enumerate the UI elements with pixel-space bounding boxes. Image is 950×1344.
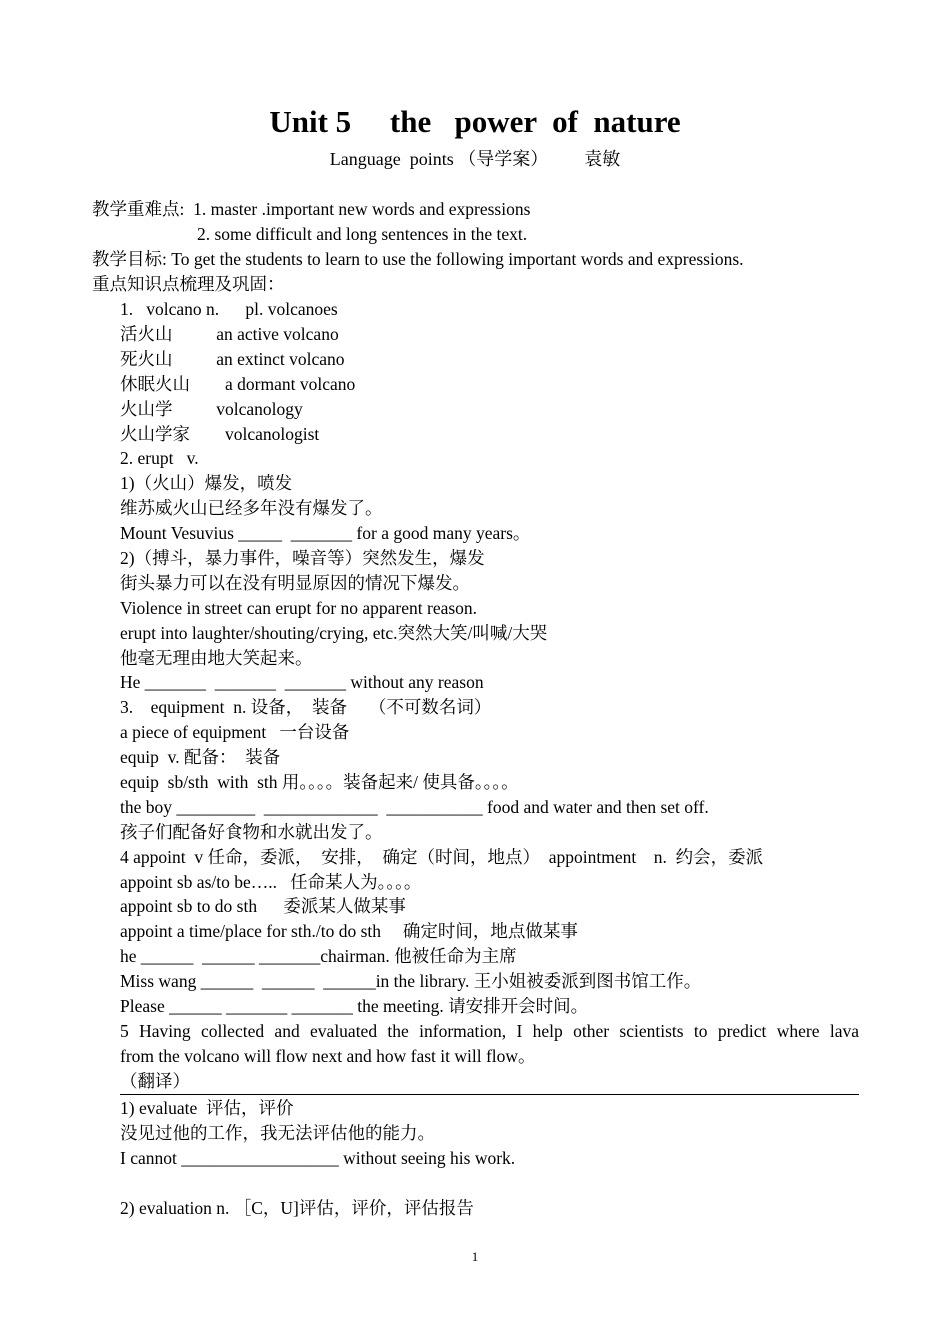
text-line: （翻译） bbox=[120, 1071, 190, 1091]
text-line: He _______ _______ _______ without any reason bbox=[120, 672, 484, 692]
text-line: from the volcano will flow next and how fast it will flow。 bbox=[120, 1046, 536, 1066]
text-line: appoint a time/place for sth./to do sth 确定时间，地点做某事 bbox=[120, 921, 578, 941]
text-line: 孩子们配备好食物和水就出发了。 bbox=[120, 822, 383, 842]
text-line: 他毫无理由地大笑起来。 bbox=[120, 648, 313, 668]
page-number: 1 bbox=[471, 1249, 479, 1264]
text-line: he ______ ______ _______chairman. 他被任命为主席 bbox=[120, 946, 517, 966]
text-line: 维苏威火山已经多年没有爆发了。 bbox=[120, 498, 383, 518]
text-line: 2)（搏斗，暴力事件，噪音等）突然发生，爆发 bbox=[120, 548, 485, 568]
text-line: 重点知识点梳理及巩固： bbox=[92, 274, 285, 294]
text-line: 1. volcano n. pl. volcanoes bbox=[120, 299, 338, 319]
text-line: erupt into laughter/shouting/crying, etc.突然大笑/叫喊/大哭 bbox=[120, 623, 548, 643]
text-line: Violence in street can erupt for no apparent reason. bbox=[120, 598, 478, 618]
text-line: 4 appoint v 任命，委派， 安排， 确定（时间，地点） appointment n. 约会，委派 bbox=[120, 847, 764, 867]
text-line: I cannot __________________ without seeing his work. bbox=[120, 1148, 516, 1168]
text-line: 2. erupt v. bbox=[120, 448, 199, 468]
text-line: 休眠火山 a dormant volcano bbox=[120, 374, 356, 394]
document-subtitle: Language points （导学案） 袁敏 bbox=[329, 149, 621, 169]
text-line: Mount Vesuvius _____ _______ for a good many years。 bbox=[120, 523, 531, 543]
text-line: 3. equipment n. 设备， 装备 （不可数名词） bbox=[120, 697, 492, 717]
text-line: 没见过他的工作，我无法评估他的能力。 bbox=[120, 1123, 435, 1143]
text-line: equip sb/sth with sth 用。。。。装备起来/ 使具备。。。。 bbox=[120, 772, 519, 792]
text-line: 死火山 an extinct volcano bbox=[120, 349, 345, 369]
text-line: 2) evaluation n. ［C，U]评估，评价，评估报告 bbox=[120, 1198, 474, 1218]
text-line: appoint sb to do sth 委派某人做某事 bbox=[120, 896, 406, 916]
text-line: 1)（火山）爆发，喷发 bbox=[120, 473, 293, 493]
text-line: 活火山 an active volcano bbox=[120, 324, 339, 344]
text-line: a piece of equipment 一台设备 bbox=[120, 722, 350, 742]
text-line: Miss wang ______ ______ ______in the library. 王小姐被委派到图书馆工作。 bbox=[120, 971, 702, 991]
text-line: 街头暴力可以在没有明显原因的情况下爆发。 bbox=[120, 573, 470, 593]
text-line: 教学目标: To get the students to learn to use the following important words and expressions. bbox=[92, 249, 744, 269]
text-line: 火山学家 volcanologist bbox=[120, 424, 320, 444]
document-title: Unit 5 the power of nature bbox=[269, 104, 681, 139]
text-line: 1) evaluate 评估，评价 bbox=[120, 1098, 294, 1118]
text-line: 2. some difficult and long sentences in the text. bbox=[92, 224, 528, 244]
text-line: equip v. 配备： 装备 bbox=[120, 747, 281, 767]
text-line: Please ______ _______ _______ the meeting. 请安排开会时间。 bbox=[120, 996, 589, 1016]
text-line: 5 Having collected and evaluated the information, I help other scientists to predict where lava bbox=[120, 1021, 859, 1041]
text-line: 教学重难点: 1. master .important new words and expressions bbox=[92, 199, 531, 219]
text-line: 火山学 volcanology bbox=[120, 399, 303, 419]
text-line: appoint sb as/to be….. 任命某人为。。。。 bbox=[120, 872, 422, 892]
text-line: the boy _________ _____________ ___________ food and water and then set off. bbox=[120, 797, 709, 817]
translation-answer-line bbox=[120, 1094, 859, 1095]
